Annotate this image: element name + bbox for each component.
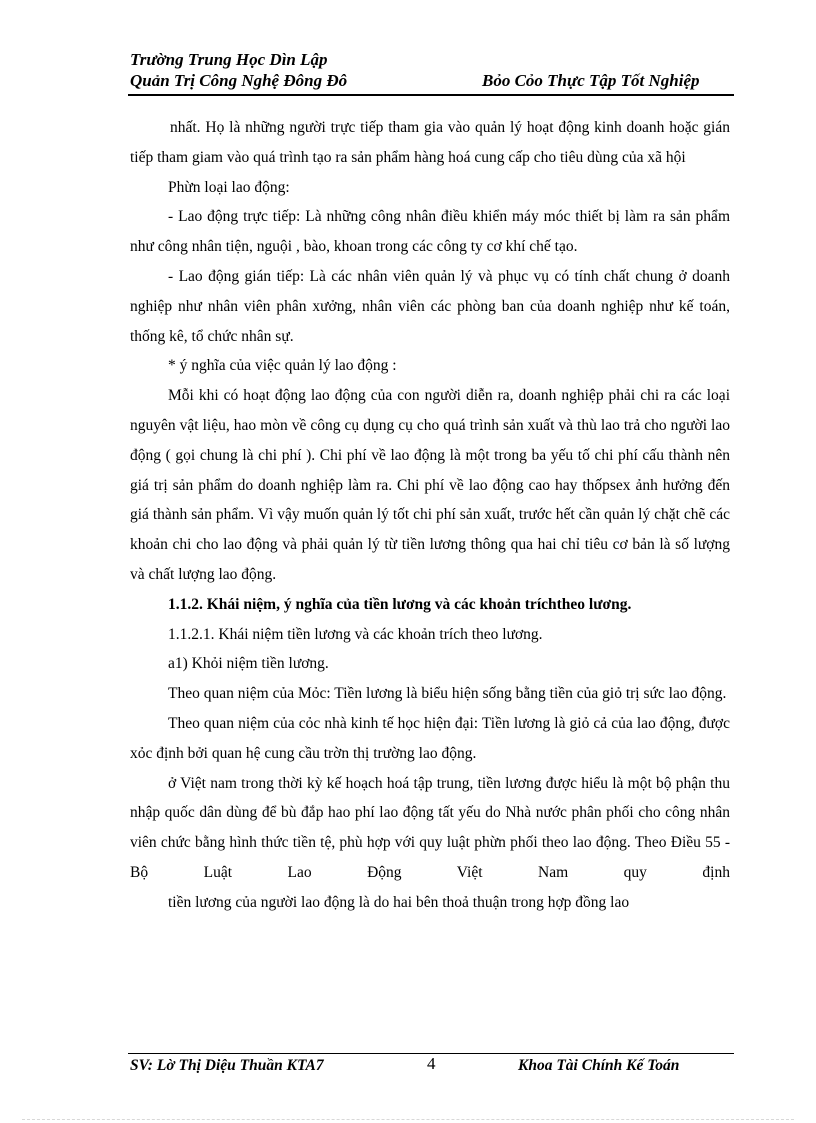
paragraph: nhất. Họ là những người trực tiếp tham gia vào quản lý hoạt động kinh doanh hoặc gián tiếp tham giam vào quá trình tạo ra sản phẩm hàng hoá cung cấp cho tiêu dùng của xã hội xyxy=(130,119,730,166)
footer-faculty: Khoa Tài Chính Kế Toán xyxy=(518,1057,680,1074)
header-department: Quản Trị Công Nghệ Đông Đô xyxy=(130,71,348,90)
header-row xyxy=(130,71,730,91)
paragraph: Mỗi khi có hoạt động lao động của con người diễn ra, doanh nghiệp phải chi ra các loại nguyên vật liệu, hao mòn về công cụ dụng cụ cho quá trình sản xuất và thù lao trả cho người lao động ( gọi chung là chi phí ). Chi phí về lao động là một trong ba yếu tố chi phí cấu thành nên giá trị sản phẩm do doanh nghiệp làm ra. Chi phí về lao động cao hay thốpsex ảnh hưởng đến giá thành sản phẩm. Vì vậy muốn quản lý tốt chi phí sản xuất, trước hết cần quản lý chặt chẽ các khoản chi cho lao động và phải quản lý từ tiền lương thông qua hai chỉ tiêu cơ bản là số lượng và chất lượng lao động. xyxy=(130,387,730,583)
paragraph: - Lao động gián tiếp: Là các nhân viên quản lý và phục vụ có tính chất chung ở doanh nghiệp như nhân viên phân xưởng, nhân viên các phòng ban của doanh nghiệp như kế toán, thống kê, tổ chức nhân sự. xyxy=(130,267,730,345)
paragraph: - Lao động trực tiếp: Là những công nhân điều khiển máy móc thiết bị làm ra sản phẩm như công nhân tiện, nguội , bào, khoan trong các công ty cơ khí chế tạo. xyxy=(130,208,730,256)
footer-student: SV: Lờ Thị Diệu Thuần KTA7 xyxy=(130,1057,324,1074)
section-heading: 1.1.2. Khái niệm, ý nghĩa của tiền lương và các khoản tríchtheo lương. xyxy=(168,595,632,613)
header-report-title: Bỏo Cỏo Thực Tập Tốt Nghiệp xyxy=(482,71,700,90)
document-body xyxy=(130,113,730,918)
paragraph: Theo quan niệm của Mỏc: Tiền lương là biểu hiện sống bằng tiền của giỏ trị sức lao động. xyxy=(168,685,727,703)
paragraph: Phừn loại lao động: xyxy=(168,178,290,196)
header-rule xyxy=(128,94,734,96)
page-number: 4 xyxy=(427,1054,436,1073)
page-separator xyxy=(22,1119,794,1120)
paragraph: tiền lương của người lao động là do hai bên thoả thuận trong hợp đồng lao xyxy=(168,893,630,911)
paragraph: Theo quan niệm của cỏc nhà kinh tế học hiện đại: Tiền lương là giỏ cả của lao động, được xỏc định bởi quan hệ cung cầu trờn thị trường lao động. xyxy=(130,714,730,762)
paragraph: * ý nghĩa của việc quản lý lao động : xyxy=(168,357,397,375)
header-school: Trường Trung Học Dìn Lập xyxy=(130,50,328,69)
paragraph: ở Việt nam trong thời kỳ kế hoạch hoá tập trung, tiền lương được hiểu là một bộ phận thu nhập quốc dân dùng để bù đắp hao phí lao động tất yếu do Nhà nước phân phối cho công nhân viên chức bằng hình thức tiền tệ, phù hợp với quy luật phừn phối theo lao động. Theo Điều 55 - Bộ Luật Lao Động Việt Nam quy định xyxy=(130,774,730,881)
subsection-heading: a1) Khỏi niệm tiền lương. xyxy=(168,655,329,673)
subsection-heading: 1.1.2.1. Khái niệm tiền lương và các khoản trích theo lương. xyxy=(168,625,543,643)
